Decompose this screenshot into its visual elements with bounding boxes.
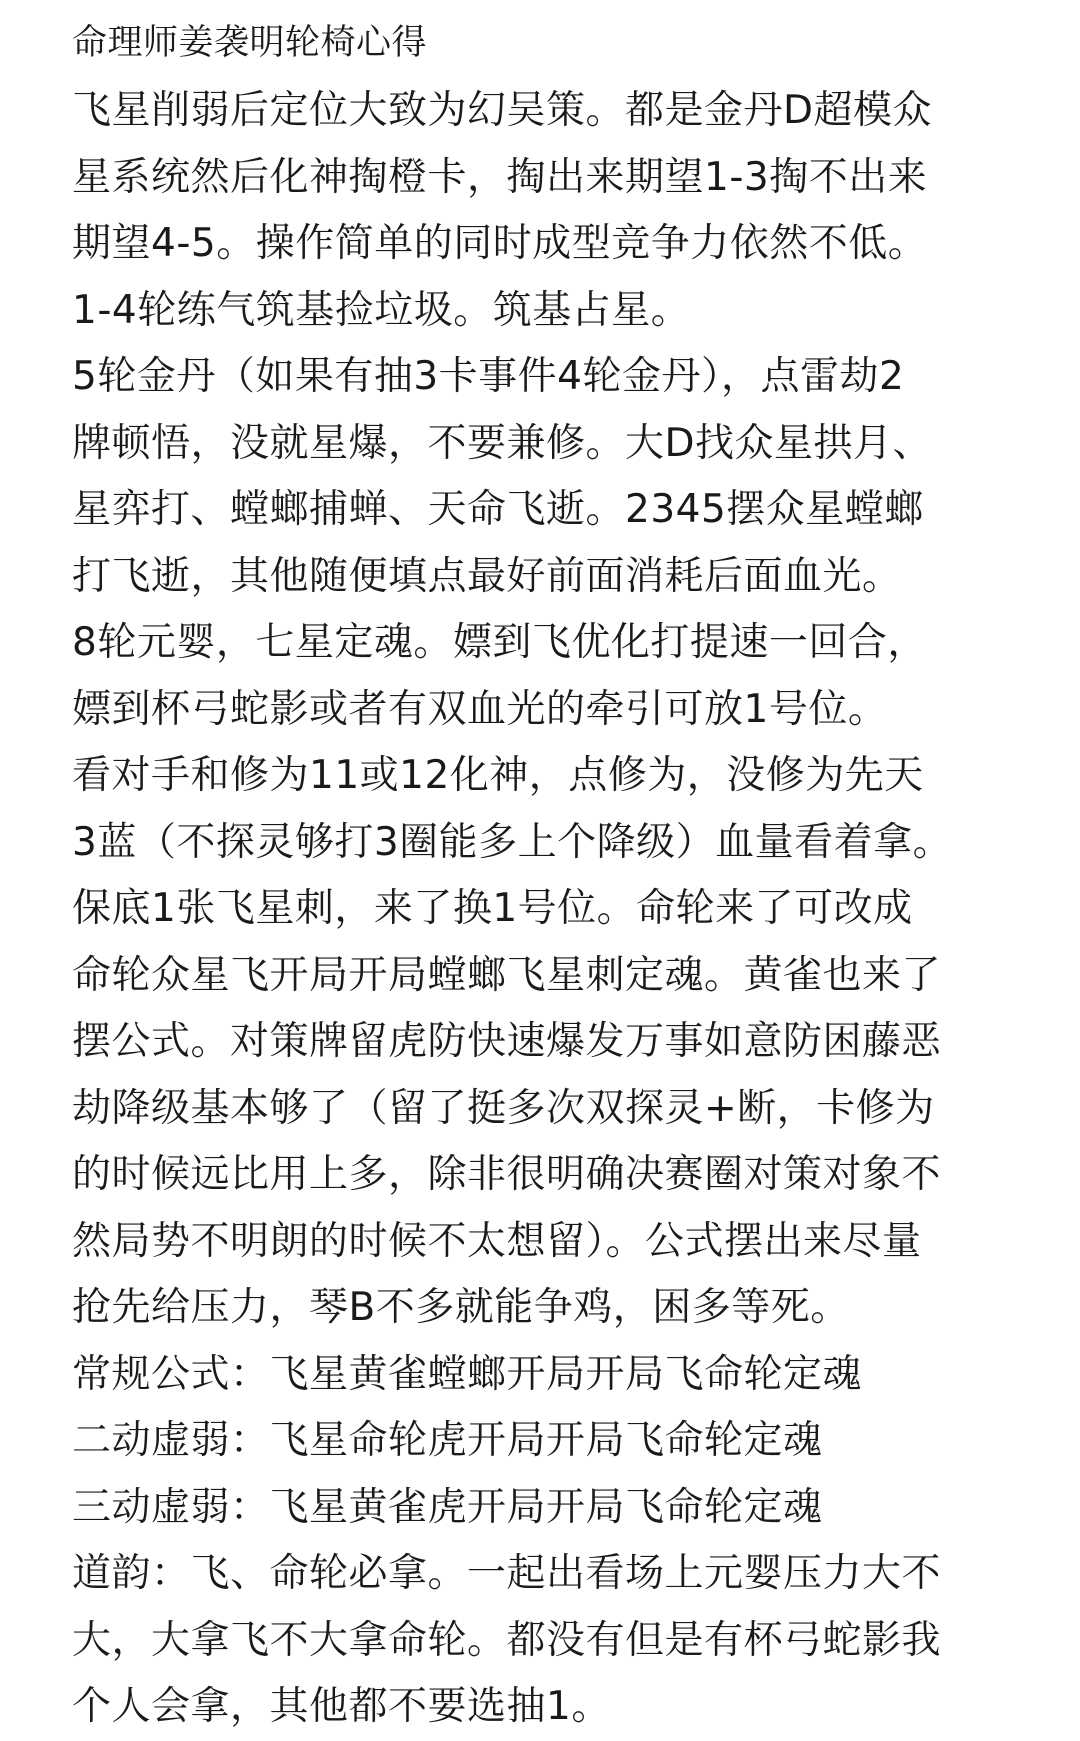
text-line: 然局势不明朗的时候不太想留）。公式摆出来尽量 [72, 1218, 922, 1264]
text-line: 三动虚弱：飞星黄雀虎开局开局飞命轮定魂 [72, 1484, 823, 1530]
text-line: 3蓝（不探灵够打3圈能多上个降级）血量看着拿。 [72, 819, 953, 865]
text-line: 常规公式：飞星黄雀螳螂开局开局飞命轮定魂 [72, 1351, 863, 1397]
note-title: 命理师姜袭明轮椅心得 [72, 23, 428, 63]
text-line: 抢先给压力，琴B不多就能争鸡，困多等死。 [72, 1285, 850, 1330]
text-line: 大，大拿飞不大拿命轮。都没有但是有杯弓蛇影我 [72, 1617, 942, 1663]
text-line: 道韵：飞、命轮必拿。一起出看场上元婴压力大不 [72, 1551, 942, 1596]
text-line: 劫降级基本够了（留了挺多次双探灵+断，卡修为 [72, 1085, 935, 1131]
text-line: 二动虚弱：飞星命轮虎开局开局飞命轮定魂 [72, 1418, 823, 1463]
note-body [72, 14, 1032, 1741]
text-line: 的时候远比用上多，除非很明确决赛圈对策对象不 [72, 1152, 942, 1197]
text-line: 1-4轮练气筑基捡垃圾。筑基占星。 [72, 287, 691, 333]
text-line: 飞星削弱后定位大致为幻吴策。都是金丹D超模众 [72, 88, 933, 133]
text-line: 命轮众星飞开局开局螳螂飞星刺定魂。黄雀也来了 [72, 952, 942, 998]
text-line: 期望4-5。操作简单的同时成型竞争力依然不低。 [72, 221, 928, 266]
text-line: 5轮金丹（如果有抽3卡事件4轮金丹），点雷劫2 [72, 354, 905, 399]
text-line: 保底1张飞星刺，来了换1号位。命轮来了可改成 [72, 886, 913, 931]
text-line: 星系统然后化神掏橙卡，掏出来期望1-3掏不出来 [72, 154, 928, 200]
text-line: 个人会拿，其他都不要选抽1。 [72, 1684, 611, 1729]
text-line: 看对手和修为11或12化神，点修为，没修为先天 [72, 753, 924, 798]
text-line: 打飞逝，其他随便填点最好前面消耗后面血光。 [72, 553, 902, 599]
text-line: 牌顿悟，没就星爆，不要兼修。大D找众星拱月、 [72, 420, 933, 466]
text-line: 嫖到杯弓蛇影或者有双血光的牵引可放1号位。 [72, 686, 888, 732]
text-line: 摆公式。对策牌留虎防快速爆发万事如意防困藤恶 [72, 1019, 942, 1064]
text-line: 星弈打、螳螂捕蝉、天命飞逝。2345摆众星螳螂 [72, 487, 924, 532]
text-line: 8轮元婴，七星定魂。嫖到飞优化打提速一回合， [72, 620, 927, 665]
